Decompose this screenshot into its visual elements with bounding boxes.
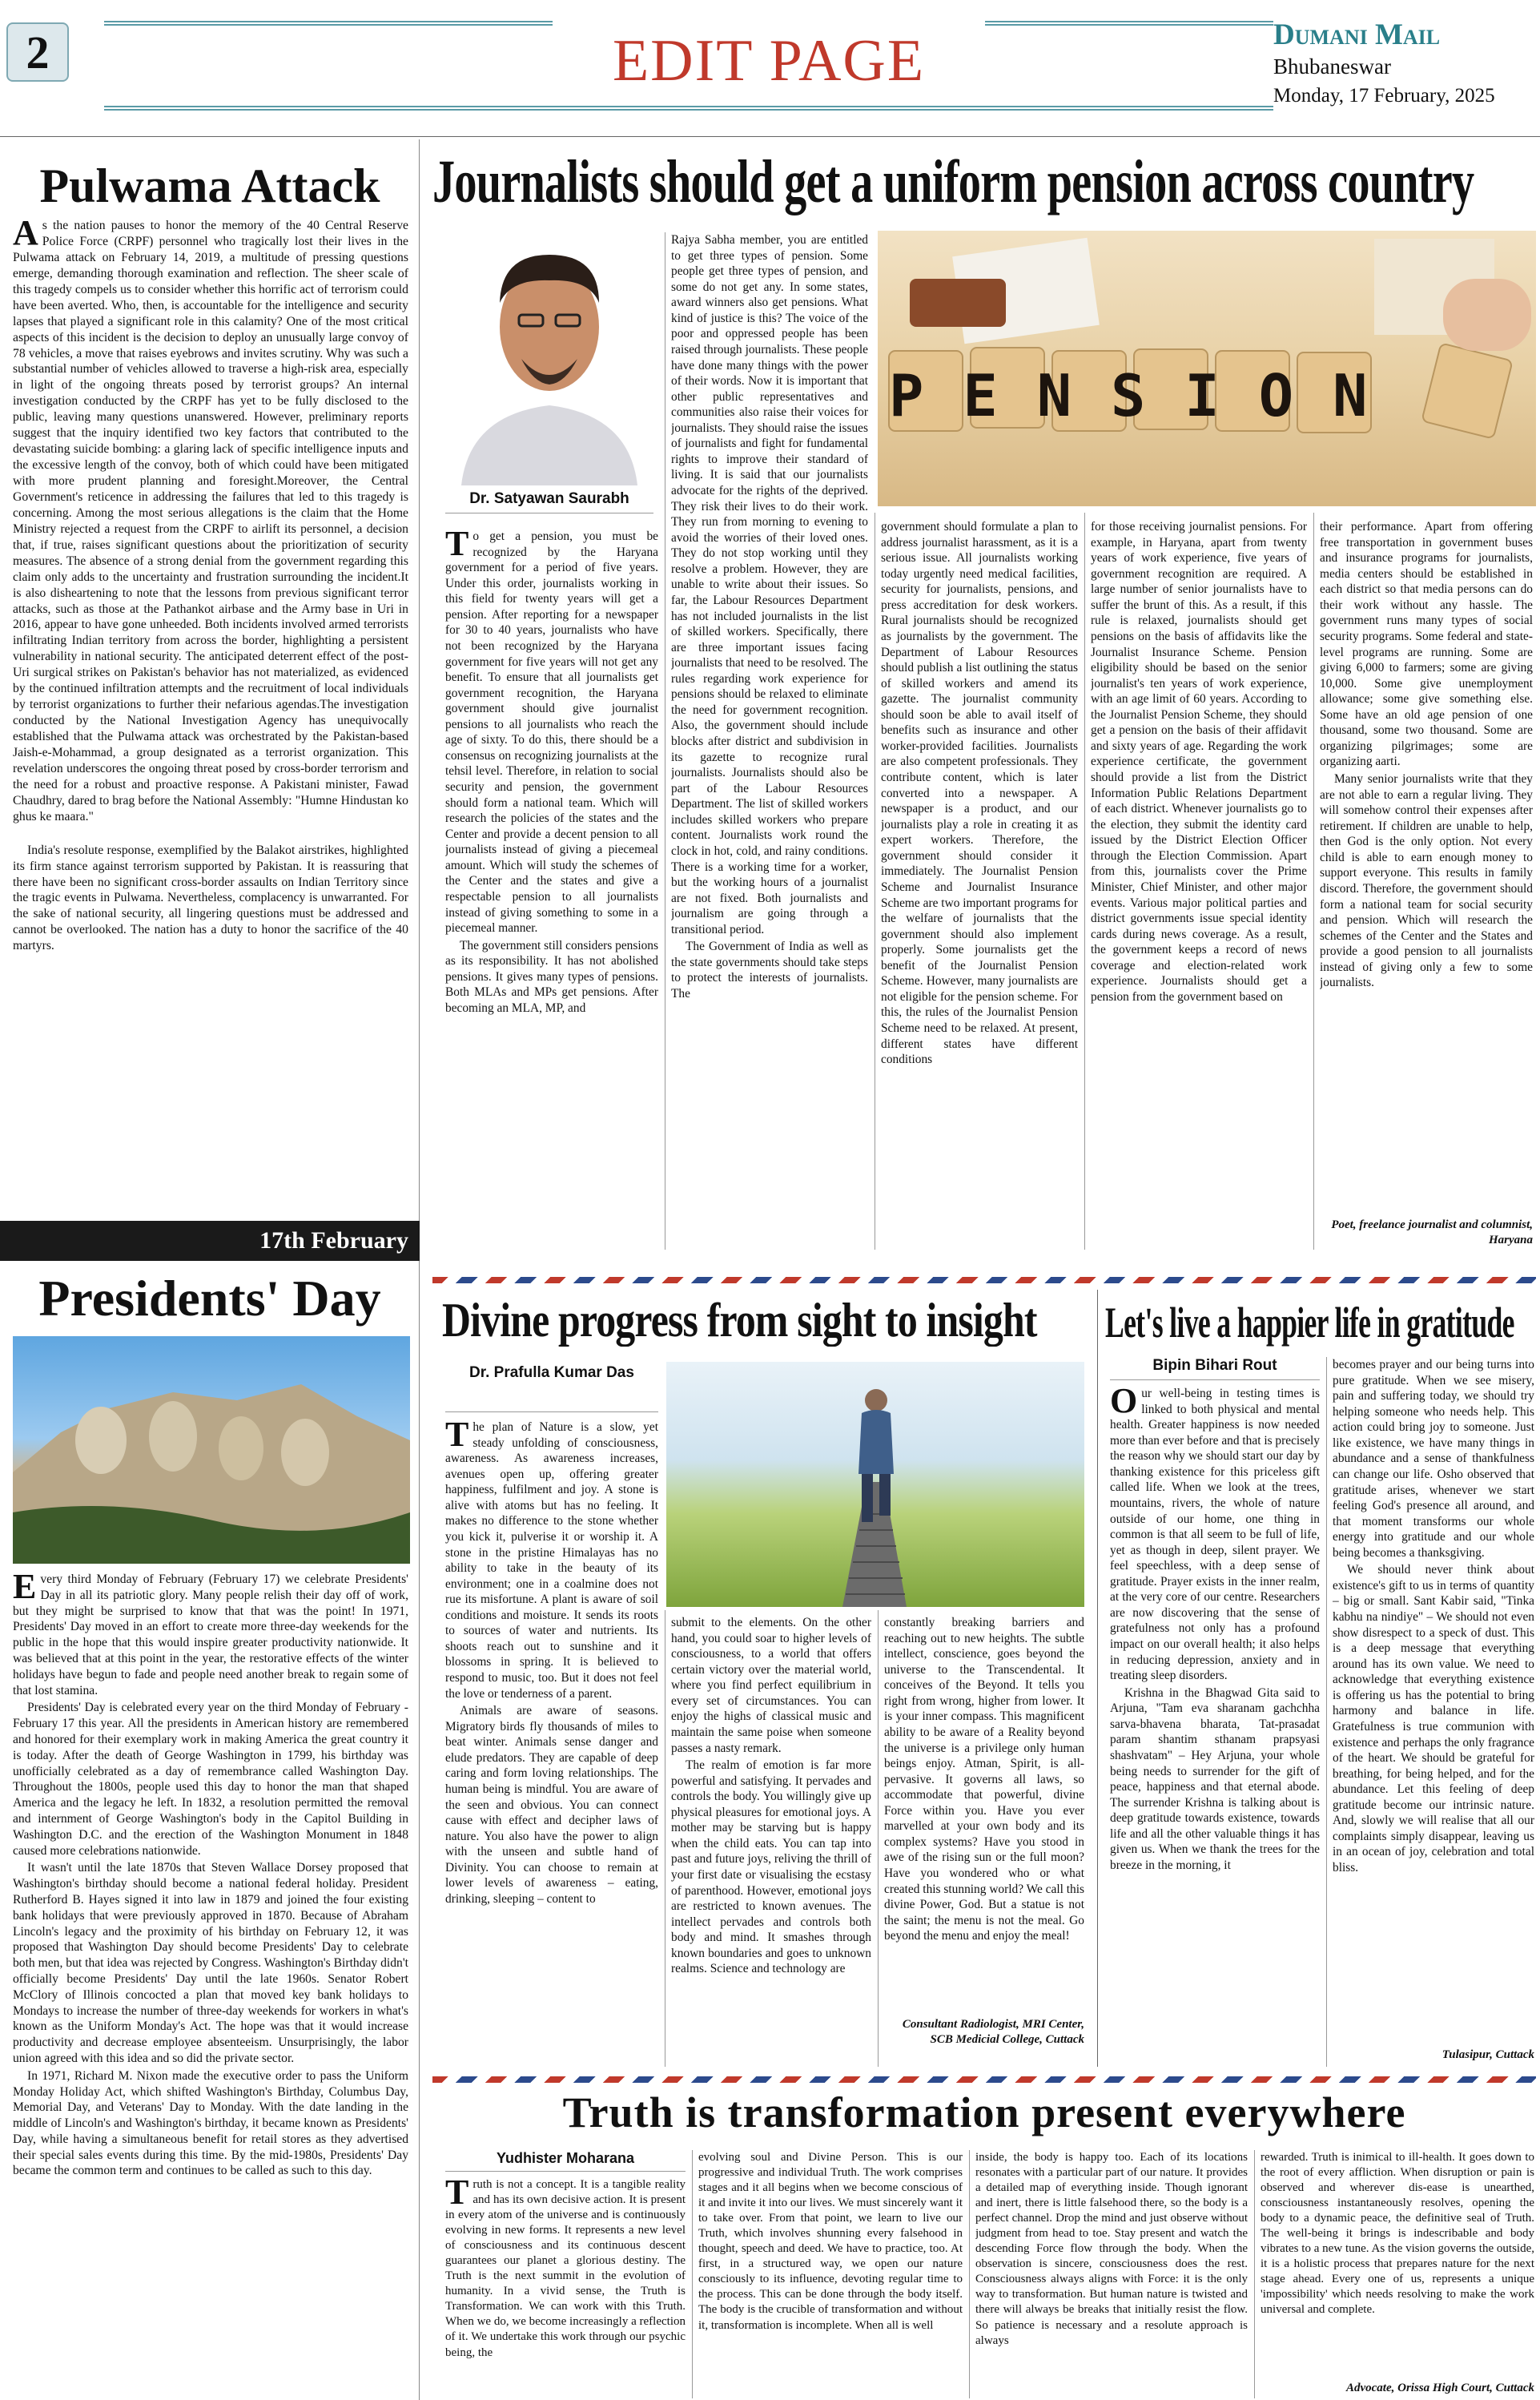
- pension-col-2: [671, 232, 868, 1250]
- gratitude-dropcap: O: [1110, 1386, 1138, 1420]
- gratitude-col2b-text: We should never think about existence's gift to us in terms of quantity – big or small. Sant Kabir said, "Tinka kabhu na nindiye" – We should not even show disrespect to a speck of dust. This is a deep message that everything around has its own value. We need to acknowledge that everything existence is offering us has the potential to bring harmony and balance in life. Gratefulness is true communion with existence and perhaps the only fragrance of the heart. We should be grateful for breathing, for being helped, and for the abundance. Let this feeling of deep gratitude become our intrinsic nature. And, slowly we will realise that all our complaints simply disappear, leaving us in an ocean of joy, celebration and total bliss.: [1333, 1563, 1534, 1874]
- truth-author-rule: [445, 2171, 686, 2172]
- date-banner: [0, 1221, 420, 1261]
- divine-dropcap: T: [445, 1419, 469, 1454]
- truth-rule-1: [692, 2150, 693, 2398]
- pension-dropcap: T: [445, 529, 469, 563]
- airmail-divider-2: [432, 2076, 1536, 2083]
- divine-col2b-text: The realm of emotion is far more powerful and satisfying. It pervades and controls the body. You willingly give up physical pleasures for emotional joys. A mother may be starving but is happy when the child eats. You can tap into past and future joys, reliving the thrill of your first date or visualising the ecstasy of parenthood. However, emotional joys are restricted to known avenues. The intellect pervades and controls both body and mind. It smashes through known boundaries and goes to unknown realms. Science and technology are: [671, 1758, 871, 1976]
- issue-date: Monday, 17 February, 2025: [1273, 85, 1495, 107]
- presidents-p4: In 1971, Richard M. Nixon made the executive order to pass the Uniform Monday Holiday Act, which shifted Washington's Birthday, Columbus Day, Memorial Day, and Veterans' Day to Monday. With the date landing in the middle of Lincoln's and Washington's birthday, it became known as Presidents' Day, while having a simultaneous benefit for retail stores as they advertised their special sales events during this time. By the mid-1980s, Presidents' Day became the common term and continues to be called as such to this day.: [13, 2068, 408, 2178]
- truth-col4-text: rewarded. Truth is inimical to ill-health. It goes down to the root of every affliction. When disruption or pain is observed and wherever dis-ease is unearthed, consciousness instantaneously resolves, opening the body to a dynamic peace, the definitive seal of Truth. The well-being it brings is indescribable and body vibrates to a new tune. As the vision governs the outside, it is a holistic process that prepares nature for the next stage ahead. Every one of us, represents a unique 'impossibility' which needs resolving to make the work universal and complete.: [1261, 2151, 1534, 2317]
- truth-author: Yudhister Moharana: [496, 2150, 635, 2166]
- rushmore-icon: [13, 1336, 410, 1564]
- pension-title-wrap: [432, 147, 1534, 219]
- presidents-title: Presidents' Day: [38, 1270, 381, 1327]
- gratitude-col-2: [1333, 1357, 1534, 2041]
- pulwama-article: [13, 218, 408, 1215]
- pension-image: [878, 231, 1536, 506]
- pension-title: Journalists should get a uniform pension across country: [432, 148, 1474, 215]
- airmail-divider-1: [432, 1277, 1536, 1283]
- gratitude-col-1: [1110, 1386, 1320, 2067]
- divine-rule-2: [878, 1610, 879, 2067]
- pulwama-dropcap: A: [13, 218, 38, 252]
- truth-col-4: [1261, 2150, 1534, 2381]
- divine-signoff: Consultant Radiologist, MRI Center, SCB Medicial College, Cuttack: [902, 2018, 1084, 2046]
- ornament-left: [104, 21, 553, 26]
- presidents-p1: very third Monday of February (February 17) we celebrate Presidents' Day in all its patriotic glory. Many people relish their day off of work, but they might be surprised to know that that was the point! In 1971, Presidents' Day moved in an effort to create more three-day weekends for the public in the hope that this would inspire greater productivity nationwide. It was believed that at this point in the year, the restorative effects of the winter holidays have begun to fade and people need another break to regain some of that lost stamina.: [13, 1572, 408, 1697]
- pulwama-title: Pulwama Attack: [39, 159, 380, 212]
- truth-col3-text: inside, the body is happy too. Each of its locations resonates with a particular part of our nature. It provides a detailed map of everything inside. Though ignorant and inert, there is little falsehood there, so the body is a perfect channel. Drop the mind and just observe without judgment from head to toe. Stay present and watch the descending Force flow through the body. When the observation is sincere, consciousness does the rest. Consciousness always aligns with Force: it is the only way to transformation. But human nature is twisted and there will always be breaks that initially resist the flow. So patience is necessary and a resolute approach is always: [975, 2151, 1248, 2347]
- page-number: [6, 22, 69, 82]
- pulwama-p1: s the nation pauses to honor the memory of the 40 Central Reserve Police Force (CRPF) personnel who tragically lost their lives in the Pulwama attack on February 14, 2019, a multitude of pressing questions emerge, demanding thorough examination and reflection. The sheer scale of this tragedy compels us to consider whether this horrific act of terrorism could have been averted. Who, then, is accountable for the intelligence and security lapses that played a significant role in this calamity? One of the most critical aspects of this incident is the decision to deploy an unusually large convoy of 78 vehicles, a move that raises eyebrows and invites scrutiny. Why was such a substantial number of vehicles allowed to traverse a high-risk area, especially in light of the ongoing threats posed by terrorist groups? An internal investigation conducted by the CRPF has yet to be fully disclosed to the public, leaving many questions unanswered. However, preliminary reports suggest that the inquiry identified two key factors that contributed to the devastating suicide bombing: a glaring lack of specific intelligence inputs and the excessive length of the convoy, both of which could have been mitigated with more prudent planning and foresight.Moreover, the Central Government's reticence in addressing the failures that led to this tragedy is concerning. Among the most serious allegations is the claim that the Home Ministry rejected a request from the CRPF to airlift its personnel, a decision that, if true, raises significant questions about the prioritization of security measures. The absence of a strong denial from the government regarding this claim only adds to the uncertainty and frustration surrounding the incident.It is also disheartening to note that the lessons from previous significant terror attacks, such as those at the Pathankot airbase and the Army base in Uri in 2016, appear to have gone unheeded. Both incidents involved armed terrorists infiltrating Indian territory from across the border, highlighting a persistent vulnerability in national security. The anticipated deterrent effect of the post-Uri surgical strikes on Pakistan's behavior has not materialized, as evidenced by the continued infiltration attempts and the recruitment of local individuals by terrorist organizations to further their nefarious agendas.The investigation conducted by the National Investigation Agency has unequivocally established that the Pulwama attack was orchestrated by the Pakistan-based Jaish-e-Mohammad, a group designated as a terrorist organization. This revelation underscores the ongoing threat posed by cross-border terrorism and the need for a robust and proactive response. A Pakistani minister, Fawad Chaudhry, dared to brag before the National Assembly: "Humne Hindustan ko ghus ke maara.": [13, 219, 408, 823]
- pension-col1-text: o get a pension, you must be recognized by the Haryana government for a period of five years. Under this order, journalists working in this field for twenty years will get a pension. After reporting for a newspaper for 30 to 40 years, journalists who have not been recognized by the Haryana government for five years will not get any benefit. To ensure that all journalists get government recognition, the Haryana government should give journalist pensions to all journalists who reach the age of sixty. To do this, there should be a consensus on recognizing journalists at the tehsil level. Therefore, in relation to social security and pension, the government should form a national team. Which will research the policies of the states and the Center and provide a decent pension to all journalists instead of giving a piecemeal amount. Which will study the schemes of the Center and the states and give a respectable pension to all journalists instead of giving something to some in a piecemeal manner.: [445, 530, 658, 936]
- divine-col2-text: submit to the elements. On the other hand, you could soar to higher levels of consciousness, to a world that offers certain victory over the material world, where you find perfect equilibrium in every set of circumstances. You can enjoy the highs of classical music and maintain the same poise when someone passes a nasty remark.: [671, 1616, 871, 1755]
- presidents-p3: It wasn't until the late 1870s that Steven Wallace Dorsey proposed that Washington's birthday should become a national federal holiday. President Rutherford B. Hayes signed it into law in 1879 and joined the four existing bank holidays that were previously approved in 1870. Because of Abraham Lincoln's legacy and the proximity of his birthday on February 12, it was proposed that Washington Day should become Presidents' Day to celebrate both men, but that idea was rejected by Congress. Washington's Birthday didn't officially become Presidents' Day until the late 1960s. Senator Robert McClory of Illinois concocted a plan that moved key bank holidays to Mondays to increase the number of three-day weekends for workers in what's known as the Uniform Monday's Act. The hope was that it would increase productivity and decrease employee absenteeism. Unsurprisingly, the labor union agreed with this idea and so did the private sector.: [13, 1861, 408, 2065]
- page-title: EDIT PAGE: [612, 28, 926, 94]
- truth-col1-text: ruth is not a concept. It is a tangible reality and has its own decisive action. It is present in every atom of the universe and is continuously evolving in new forms. It represents a new level of consciousness and its continuous descent guarantees our planet a glorious destiny. The Truth is the next summit in the evolution of humanity. In a vivid sense, the Truth is Transformation. We can work with this Truth. When we do, we become increasingly a reflection of it. We undertake this work through our psychic being, the: [445, 2178, 686, 2359]
- pension-col5b-text: Many senior journalists write that they are not able to earn a regular living. They will somehow control their expenses after retirement. If children are unable to help, then God is the only option. Not every child is able to earn enough money to support everyone. This results in family discord. Therefore, the government should form a national team for social security and pension. Which will research the schemes of the Center and the States and provide a good pension to all journalists instead of giving only a few to some journalists.: [1320, 772, 1533, 990]
- truth-rule-2: [969, 2150, 970, 2398]
- truth-title: Truth is transformation present everywhere: [562, 2088, 1406, 2136]
- gratitude-title: Let's live a happier life in gratitude: [1105, 1299, 1514, 1347]
- gratitude-title-wrap: [1105, 1298, 1536, 1349]
- author-photo: [445, 231, 653, 485]
- masthead: [0, 0, 1540, 138]
- truth-signoff: Advocate, Orissa High Court, Cuttack: [1345, 2382, 1534, 2394]
- pension-rule-3: [1084, 513, 1085, 1250]
- divine-col-3: [884, 1615, 1084, 2015]
- pension-image-word: PENSION: [889, 362, 1407, 429]
- truth-col-2: [698, 2150, 963, 2398]
- pension-col4-text: for those receiving journalist pensions. For example, in Haryana, apart from twenty years of work experience, five years of government recognition are required. A large number of senior journalists have to suffer the brunt of this. As a result, if this rule is relaxed, journalists should get pensions on the basis of affidavits like the Journalist Insurance Scheme. Pension eligibility should be based on the senior journalist's ten years of work experience, with an age limit of 60 years. According to the Journalist Pension Scheme, they should get a pension on the basis of their affidavit and sixty years of age. Regarding the work experience certificate, the government should provide a list from the District Information Public Relations Department of each district. Whenever journalists go to the election, they submit the identity card issued by the District Election Officer through the Election Commission. Apart from this, journalists cover the Prime Minister, Chief Minister, and other major events. Various major political parties and district governments issue special identity cards during news coverage. As a result, the government keeps a record of news coverage and election-related work experience. Journalists should get a pension from the government based on: [1091, 520, 1307, 1004]
- page-number-text: 2: [26, 26, 50, 79]
- date-banner-text: 17th February: [259, 1227, 408, 1254]
- divine-author: Dr. Prafulla Kumar Das: [469, 1364, 634, 1381]
- ornament-right: [985, 21, 1273, 26]
- gratitude-signoff: Tulasipur, Cuttack: [1441, 2048, 1534, 2061]
- section-divider-vertical: [1097, 1290, 1098, 2067]
- truth-col-3: [975, 2150, 1248, 2398]
- truth-col-1: [445, 2177, 686, 2398]
- pension-col5-text: their performance. Apart from offering free transportation in government buses and insurance programs for journalists, media centers should be established in each district so that media persons can do their work without any hassle. The government runs many types of social security programs. Some federal and state-level programs are running. Some are giving 6,000 to farmers; some are giving 10,000. Some give unemployment allowance; some give something else. Some have an old age pension of one thousand, some two thousand. Some are organizing pilgrimages; some are organizing aarti.: [1320, 520, 1533, 769]
- truth-col2-text: evolving soul and Divine Person. This is our progressive and individual Truth. The work comprises stages and it all begins when we become conscious of it and invite it into our lives. We must sincerely want it to take over. From that point, we learn to live our Truth, which involves shunning every falsehood in thought, speech and deed. We have to practice, too. At first, in a structured way, we open our nature consciously to its influence, devoting regular time to the process. This can be done through the body itself. The body is the crucible of transformation and without it, transformation is incomplete. When all is well: [698, 2151, 963, 2332]
- paper-name: Dumani Mail: [1273, 18, 1441, 51]
- gratitude-author-rule: [1110, 1379, 1320, 1380]
- city: Bhubaneswar: [1273, 54, 1391, 79]
- gratitude-rule-1: [1326, 1357, 1327, 2067]
- pension-col3-text: government should formulate a plan to address journalist harassment, as it is a serious issue. All journalists working today urgently need medical facilities, security for journalists, pensions, and press accreditation for desk workers. Rural journalists should be recognized as journalists by the government. The Department of Labour Resources should publish a list outlining the status of skilled workers and amend its gazette. The journalist community should soon be able to avail itself of benefits such as insurance and other worker-provided facilities. Journalists are also competent professionals. They contribute content, which is later converted into a newspaper. A newspaper is a product, and our journalists play a role in creating it as expert workers. Therefore, the government should consider it immediately. The Journalist Pension Scheme and Journalist Insurance Scheme are two important programs for the welfare of journalists that the government should also implement properly. Some journalists get the benefit of the Journalist Pension Scheme. However, many journalists are not eligible for the pension scheme. For this, the rules of the Journalist Pension Scheme need to be relaxed. At present, different states have different conditions: [881, 520, 1078, 1067]
- pension-col1b-text: The government still considers pensions as its responsibility. It has not abolished pensions. It gives many types of pensions. Both MLAs and MPs get pensions. After becoming an MLA, MP, and: [445, 938, 658, 1015]
- pension-signoff: Poet, freelance journalist and columnist, Haryana: [1331, 1218, 1533, 1246]
- divine-author-rule: [445, 1411, 658, 1412]
- gratitude-col1-text: ur well-being in testing times is linked to both physical and mental health. Greater happiness is now needed more than ever before and that is precisely the reason why we should start our day by thanking existence for this priceless gift called life. When we look at the trees, mountains, rivers, the whole of nature outside of our home, one thing in common is that all seem to be full of life, yet as though in deep, silent prayer. We feel speechless, with a deep sense of gratitude. Prayer exists in the inner realm, at the very core of our centre. Researchers are now discovering that the sense of gratefulness not only has a profound impact on our overall health; it also helps in reducing depression, anxiety and in treating sleep disorders.: [1110, 1387, 1320, 1683]
- divine-title: Divine progress from sight to insight: [442, 1294, 1037, 1347]
- author-portrait-icon: [445, 231, 653, 485]
- divine-title-wrap: [442, 1293, 1096, 1349]
- mount-rushmore-image: [13, 1336, 410, 1564]
- presidents-p2: Presidents' Day is celebrated every year on the third Monday of February - February 17 this year. All the presidents in American history are remembered and honored for their exemplary work in making America the great country it is today. After the death of George Washington in 1799, his birthday was unofficially celebrated as a day of remembrance called Washington Day. Throughout the 1800s, people used this day to honor the man that shaped America and the legacy he left. In 1832, a resolution permitted the removal and internment of George Washington's body in the Capitol Building in Washington D.C. and the erection of the Washington Monument in 1848 caused more celebrations nationwide.: [13, 1701, 408, 1858]
- truth-dropcap: T: [445, 2177, 469, 2212]
- pension-col-3: [881, 519, 1078, 1250]
- gratitude-col1b-text: Krishna in the Bhagwad Gita said to Arjuna, "Tam eva sharanam gachchha sarva-bhavena bharata, Tat-prasadat param shantim sthanam prapsyasi shashvatam" – Hey Arjuna, your whole being needs to surrender for the gift of peace, happiness and that eternal abode. The surrender Krishna is talking about is deep gratitude towards existence, towards life and all the other valuable things it has given us. When we thank the trees for the breeze in the morning, it: [1110, 1685, 1320, 1872]
- ornament-bottom: [104, 106, 1273, 111]
- pension-col2-text: Rajya Sabha member, you are entitled to get three types of pension. Some people get three types of pension, and some do not get any. In some states, award winners also get pensions. What kind of justice is this? The voice of the poor and oppressed people has been raised through journalists. These people have done many things with the power of their words. Now it is important that other public representatives and communities also raise their voices for journalists. They should raise the issues of journalists and fight for fundamental rights to improve their standard of living. It is said that our journalists advocate for the rights of the deprived. They risk their lives to do their work. They run from morning to evening to avoid the worries of their loved ones. They do not stop working until they resolve a problem. However, they are unable to write about their issues. So far, the Labour Resources Department has not included journalists in the list of skilled workers. Specifically, there are three important issues facing journalists that need to be resolved. The rules regarding work experience for pensions should be relaxed to eliminate the need for government recognition. Also, the government should include blocks after district and subdivision in its gazette to recognize rural journalists. Journalists should also be part of the Labour Resources Department. The list of skilled workers includes skilled workers who prepare content. Journalists work round the clock in hot, cold, and rainy conditions. There is a working time for a worker, but the working hours of a journalist are not fixed. Both journalists and journalism are going through a transitional period.: [671, 233, 868, 936]
- pension-rule-4: [1313, 513, 1314, 1250]
- gratitude-author: Bipin Bihari Rout: [1152, 1357, 1277, 1374]
- steps-image: [666, 1362, 1084, 1607]
- pension-col-5: [1320, 519, 1533, 1214]
- presidents-dropcap: E: [13, 1572, 37, 1606]
- pension-col-1: [445, 529, 658, 1250]
- divine-col-2: [671, 1615, 871, 2064]
- divine-col1-text: he plan of Nature is a slow, yet steady unfolding of consciousness, awareness. As awareness increases, avenues open up, offering greater happiness, fulfilment and joy. A stone is alive with atoms but has no feeling. It makes no difference to the stone whether you kick it, pulverise it or worship it. A stone in the pristine Himalayas has no ability to take in the beauty of its environment; one in a coalmine does not rue its misfortune. A plant is aware of soil conditions and moisture. It sends its roots to sources of water and nutrients. Its shoots reach out to sunshine and it blossoms in spring. It is believed to respond to music, too. But it does not feel the love or tenderness of a parent.: [445, 1420, 658, 1701]
- pension-col-4: [1091, 519, 1307, 1250]
- presidents-article: [13, 1572, 408, 2397]
- stairs-walker-icon: [666, 1362, 1084, 1607]
- pension-col2b-text: The Government of India as well as the state governments should take steps to protect the interests of journalists. The: [671, 940, 868, 1001]
- pulwama-p2: India's resolute response, exemplified by the Balakot airstrikes, highlighted its firm stance against terrorism supported by Pakistan. It is reassuring that there have been no significant cross-border assaults on Indian Territory since the tragic events in Pulwama. Nevertheless, complacency is unwarranted. For the sake of national security, all lingering questions must be addressed and cannot be overlooked. The nation has a duty to honor the sacrifice of the 40 martyrs.: [13, 843, 408, 953]
- masthead-rule: [0, 136, 1540, 137]
- pension-author: Dr. Satyawan Saurabh: [469, 490, 629, 507]
- divine-col3-text: constantly breaking barriers and reaching out to new heights. The subtle intellect, conscience, goes beyond the universe to the Transcendental. It conceives of the Beyond. It tells you right from wrong, higher from lower. It is your inner compass. This magnificent ability to be aware of a Reality beyond the universe is a privilege only human beings enjoy. Atman, Spirit, is all-pervasive. It governs all laws, so accommodate that powerful, divine Force within you. Have you ever marvelled at your own body and its complex systems? Have you stood in awe of the rising sun or the full moon? Have you wondered who or what created this stunning world? We call this divine Power, God. But a statue is not the saint; the menu is not the meal. Go beyond the menu and enjoy the meal!: [884, 1616, 1084, 1943]
- truth-rule-3: [1254, 2150, 1255, 2398]
- gratitude-col2-text: becomes prayer and our being turns into pure gratitude. When we see misery, pain and suffering today, we should try helping someone who needs help. This action could bring joy to someone. Just like existence, we have many things in abundance and a sense of thankfulness can change our life. Osho observed that gratitude arises, whenever we start feeling God's presence all around, and that moment transforms our whole energy into gratitude and our whole being becomes a thanksgiving.: [1333, 1358, 1534, 1560]
- divine-col1b-text: Animals are aware of seasons. Migratory birds fly thousands of miles to beat winter. Animals sense danger and elude predators. They are capable of deep caring and form loving relationships. The human being is mindful. You are aware of the seen and obvious. You can connect cause with effect and decipher laws of nature. You also have the power to align with the unseen and subtle hand of Divinity. You can choose to remain at lower levels of awareness – eating, drinking, sleeping – content to: [445, 1704, 658, 1906]
- divine-col-1: [445, 1419, 658, 2060]
